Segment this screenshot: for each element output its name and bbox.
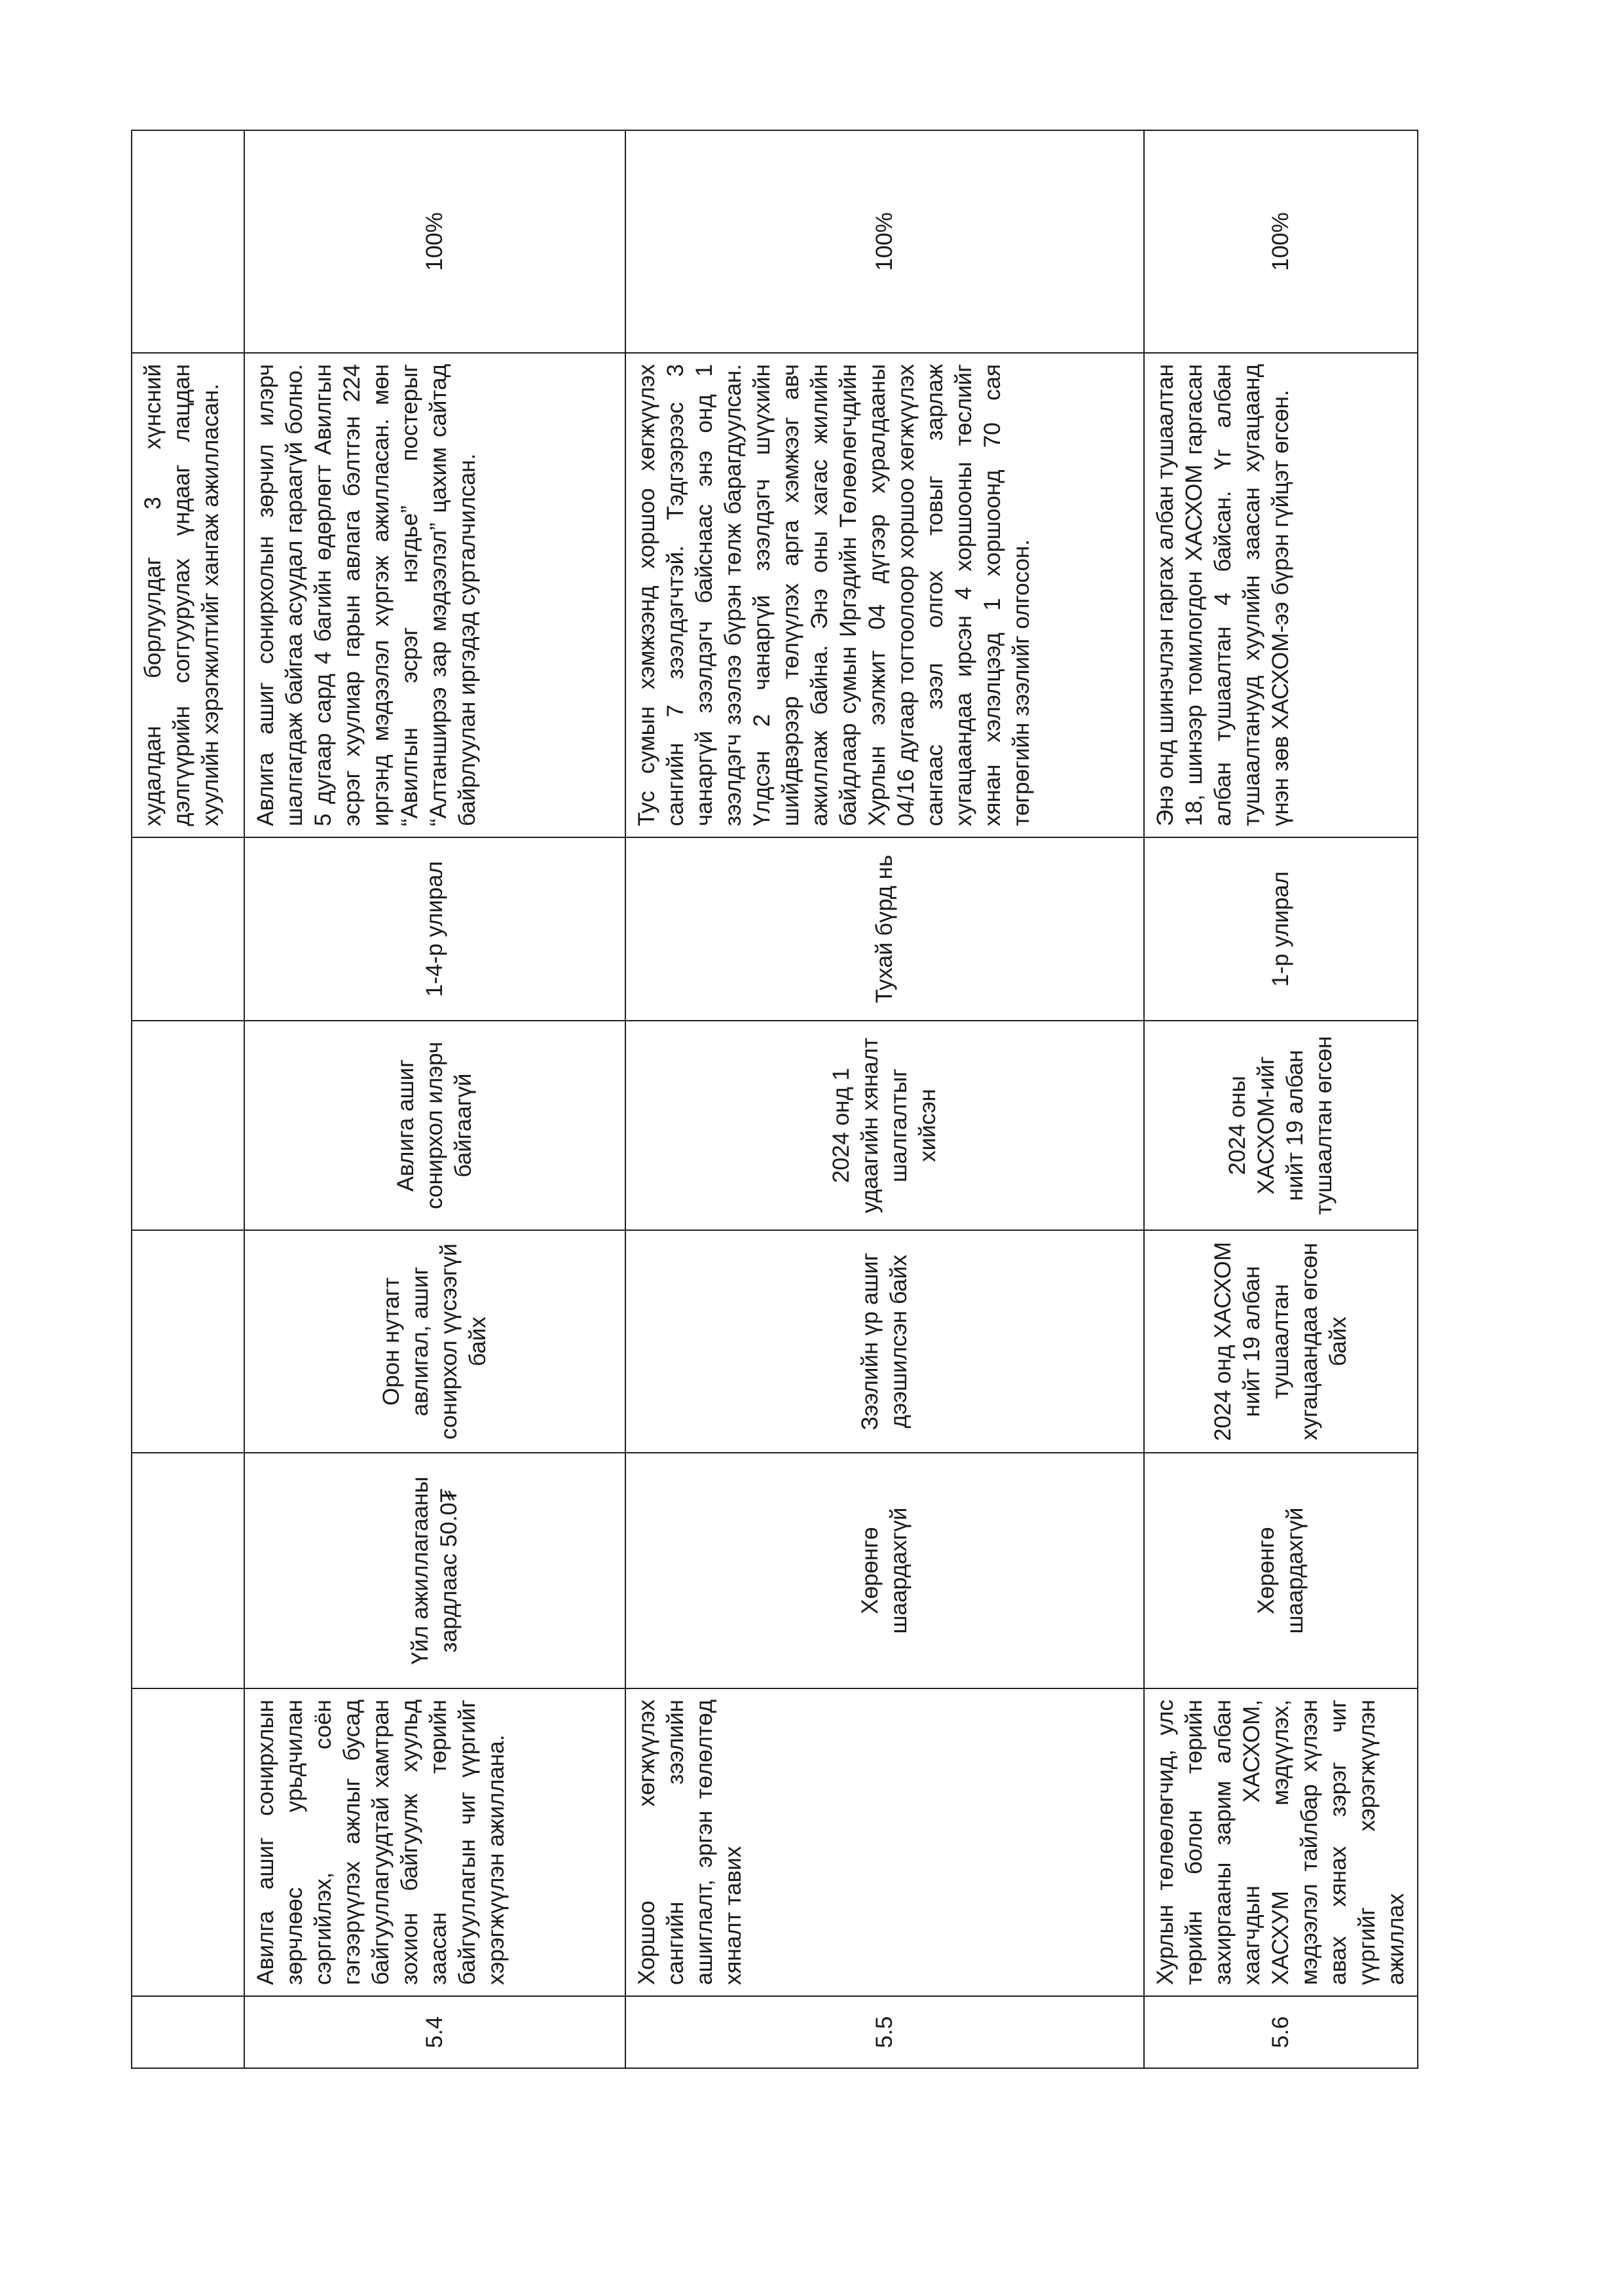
baseline-cell: Авлига ашиг сонирхол илэрч байгаагүй: [244, 1021, 625, 1230]
table-row: [625, 130, 1144, 2068]
baseline-cell: [132, 1021, 244, 1230]
report-cell: Авлига ашиг сонирхолын зөрчил илэрч шалгагдаж байгаа асуудал гараагүй болно. 5 дугаар сард 4 багийн өдөрлөгт Авилгын эсрэг хуулиар гарын авлага бэлтгэн 224 иргэнд мэдээлэл хүргэж ажилласан. мөн “Авилгын эсрэг нэгдье” постерыг “Алтанширээ зар мэдээлэл” цахим сайтад байрлуулан иргэдэд сурталчилсан.: [244, 353, 625, 837]
percent-cell: 100%: [244, 130, 625, 353]
deadline-cell: 1-4-р улирал: [244, 837, 625, 1021]
indicator-cell: [132, 1230, 244, 1453]
table-row: [132, 130, 244, 2068]
budget-cell: Үйл ажиллагааны зардлаас 50.0₮: [244, 1453, 625, 1688]
budget-cell: [132, 1453, 244, 1688]
activity-cell: Авилга ашиг сонирхлын зөрчлөөс урьдчилан сэргийлэх, соён гэгээрүүлэх ажлыг бусад байгууллагуудтай хамтран зохион байгуулж хуульд заасан төрийн байгууллагын чиг үүргийг хэрэгжүүлэн ажиллана.: [244, 1688, 625, 1996]
activity-cell: Хурлын төлөөлөгчид, улс төрийн болон төрийн захиргааны зарим албан хаагчдын ХАСХОМ, ХАСХУМ мэдүүлэх, мэдээлэл тайлбар хүлээн авах хянах зэрэг чиг үүргийг хэрэгжүүлэн ажиллах: [1144, 1688, 1418, 1996]
row-number: 5.4: [244, 1996, 625, 2068]
activity-cell: Хоршоо хөгжүүлэх сангийн зээлийн ашиглалт, эргэн төлөлтөд хяналт тавих: [625, 1688, 1144, 1996]
indicator-cell: 2024 онд ХАСХОМ нийт 19 албан тушаалтан хугацаандаа өгсөн байх: [1144, 1230, 1418, 1453]
indicator-cell: Зээлийн үр ашиг дээшилсэн байх: [625, 1230, 1144, 1453]
activity-cell: [132, 1688, 244, 1996]
rotated-table-area: [131, 131, 1506, 2069]
row-number: 5.5: [625, 1996, 1144, 2068]
report-cell: Тус сумын хэмжээнд хоршоо хөгжүүлэх сангийн 7 зээлдэгчтэй. Тэдгээрээс 3 чанаргүй зээлдэгч байснаас энэ онд 1 зээлдэгч зээлээ бүрэн төлж барагдуулсан. Үлдсэн 2 чанаргүй зээлдэгч шүүхийн шийдвэрээр төлүүлэх арга хэмжээг авч ажиллаж байна. Энэ оны хагас жилийн байдлаар сумын Иргэдийн Төлөөлөгчдийн Хурлын ээлжит 04 дүгээр хуралдааны 04/16 дугаар тогтоолоор хоршоо хөгжүүлэх сангаас зээл олгох товыг зарлаж хугацаандаа ирсэн 4 хоршооны төслийг хянан хэлэлцээд 1 хоршоонд 70 сая төгрөгийн зээлийг олгосон.: [625, 353, 1144, 837]
percent-cell: [132, 130, 244, 353]
percent-cell: 100%: [1144, 130, 1418, 353]
report-cell: Энэ онд шинэчлэн гаргах албан тушаалтан 18, шинээр томилогдон ХАСХОМ гаргасан албан тушаалтан 4 байсан. Үг албан тушаалтанууд хуулийн заасан хугацаанд үнэн зөв ХАСХОМ-ээ бүрэн гүйцэт өгсөн.: [1144, 353, 1418, 837]
budget-cell: Хөрөнгө шаардахгүй: [1144, 1453, 1418, 1688]
percent-cell: 100%: [625, 130, 1144, 353]
budget-cell: Хөрөнгө шаардахгүй: [625, 1453, 1144, 1688]
deadline-cell: [132, 837, 244, 1021]
deadline-cell: Тухай бүрд нь: [625, 837, 1144, 1021]
baseline-cell: 2024 оны ХАСХОМ-ийг нийт 19 албан тушаалтан өгсөн: [1144, 1021, 1418, 1230]
table-row: [244, 130, 625, 2068]
indicator-cell: Орон нутагт авлигал, ашиг сонирхол үүсээгүй байх: [244, 1230, 625, 1453]
deadline-cell: 1-р улирал: [1144, 837, 1418, 1021]
row-number: 5.6: [1144, 1996, 1418, 2068]
report-cell: худалдан борлуулдаг 3 хүнсний дэлгүүрийн соггуурулах үндааг лацдан хуулийн хэрэгжилтийг хангаж ажилласан.: [132, 353, 244, 837]
baseline-cell: 2024 онд 1 удаагийн хяналт шалгалтыг хийсэн: [625, 1021, 1144, 1230]
table-row: [1144, 130, 1418, 2068]
row-number: [132, 1996, 244, 2068]
action-plan-table: [131, 130, 1418, 2069]
